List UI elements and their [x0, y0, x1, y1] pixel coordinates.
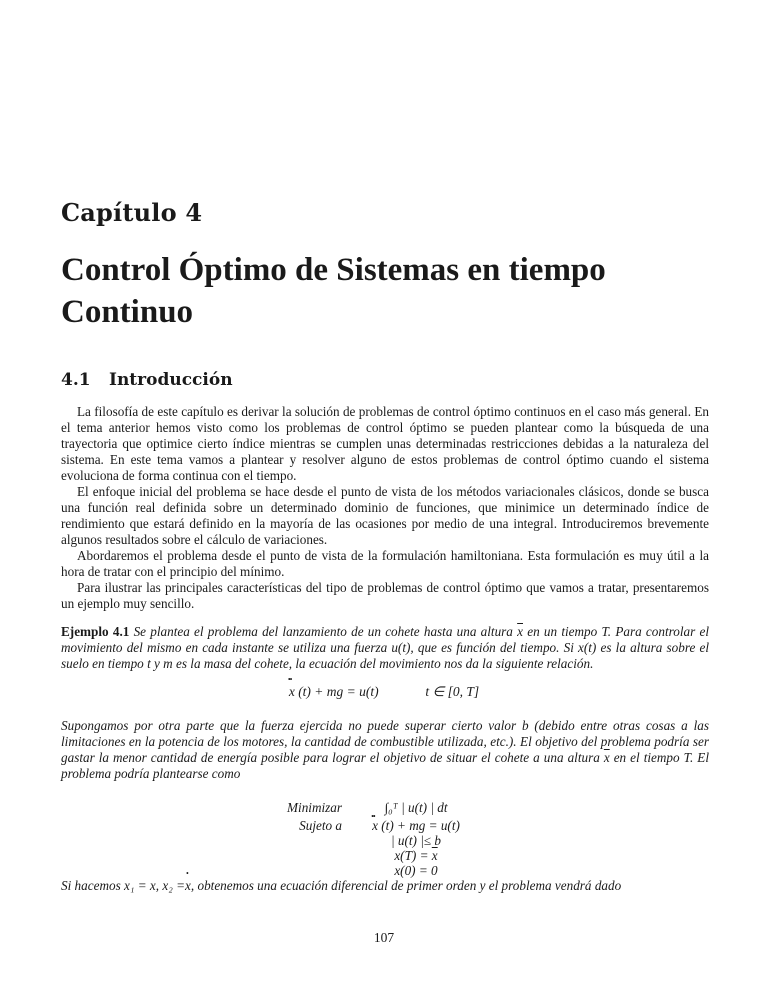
constraint: (t) + mg = u(t): [377, 818, 460, 833]
double-dot-x: •• x: [372, 818, 378, 833]
paragraph: La filosofía de este capítulo es derivar la solución de problemas de control óptimo continuos en el caso más general. En el tema anterior hemos visto como los problemas de control óptimo se pueden plantear como la búsqueda de una trayectoria que optimice cierto índice mientras se cumplen unas determinadas restricciones debidas a la naturaleza del sistema. En este tema vamos a plantear y resolver alguno de estos problemas de control óptimo cuando el sistema evoluciona de forma continua con el tiempo.: [61, 404, 709, 483]
chapter-label: Capítulo 4: [61, 198, 203, 227]
optimization-problem: [270, 800, 476, 878]
section-number: 4.1: [61, 370, 91, 390]
constraint: x(0) = 0: [394, 863, 438, 878]
chapter-title: Control Óptimo de Sistemas en tiempo Continuo: [61, 252, 606, 330]
constraint: | u(t) |≤ b: [390, 833, 441, 848]
example-block: [61, 624, 709, 672]
intro-text: [61, 404, 709, 612]
text: , obtenemos una ecuación diferencial de primer orden y el problema vendrá dado: [190, 878, 622, 893]
equation-domain: t ∈ [0, T]: [425, 684, 480, 699]
example-text: Se plantea el problema del lanzamiento de un cohete hasta una altura: [133, 624, 518, 639]
section-heading: [61, 370, 233, 390]
xbar-symbol: $\overline{x}$: [431, 848, 438, 863]
example-text: Supongamos por otra parte que la fuerza ejercida no puede superar cierto valor b (debido entre otras cosas a las limitaciones en la potencia de los motores, la cantidad de combustible utilizada, etc.). El objetivo del problema podría ser gastar la menor cantidad de energía posible para lograr el objetivo de situar el cohete a una altura: [61, 718, 709, 765]
example-paragraph-2: [61, 718, 709, 782]
example-label: Ejemplo 4.1: [61, 624, 130, 639]
paragraph: Para ilustrar las principales características del tipo de problemas de control óptimo que vamos a tratar, presentaremos un ejemplo muy sencillo.: [61, 580, 709, 611]
example-text: en el tiempo T. El problema podría plantearse como: [61, 750, 709, 781]
equation-of-motion: [0, 684, 768, 700]
equation-rest: (t) + mg = u(t): [294, 684, 379, 699]
page-number: 107: [373, 930, 395, 945]
dot-x: • x: [185, 878, 191, 894]
closing-text: [61, 878, 709, 894]
text: Si hacemos x₁ = x, x₂ =: [61, 878, 186, 893]
xbar-symbol: $\overline{x}$: [603, 750, 610, 765]
subject-label: Sujeto a: [299, 818, 342, 833]
section-title: Introducción: [109, 370, 233, 390]
paragraph: El enfoque inicial del problema se hace desde el punto de vista de los métodos variacionales clásicos, donde se busca una función real definida sobre un determinado dominio de funciones, que minimice un determinado índice de rendimiento que estará definido en la mayoría de las ocasiones por medio de una integral. Introduciremos brevemente algunos resultados sobre el cálculo de variaciones.: [61, 484, 709, 547]
minimize-label: Minimizar: [287, 800, 342, 815]
example-text: en un tiempo T. Para controlar el movimiento del mismo en cada instante se utiliza una fuerza u(t), que es función del tiempo. Si x(t) es la altura sobre el suelo en tiempo t y m es la masa del cohete, la ecuación del movimiento nos da la siguiente relación.: [61, 624, 710, 671]
paragraph: Abordaremos el problema desde el punto de vista de la formulación hamiltoniana. Esta formulación es muy útil a la hora de tratar con el principio del mínimo.: [61, 548, 709, 579]
constraint: x(T) =: [394, 848, 432, 863]
xbar-symbol: $\overline{x}$: [517, 624, 523, 639]
objective: ∫₀ᵀ | u(t) | dt: [384, 800, 448, 815]
double-dot-x: •• x: [289, 684, 295, 700]
